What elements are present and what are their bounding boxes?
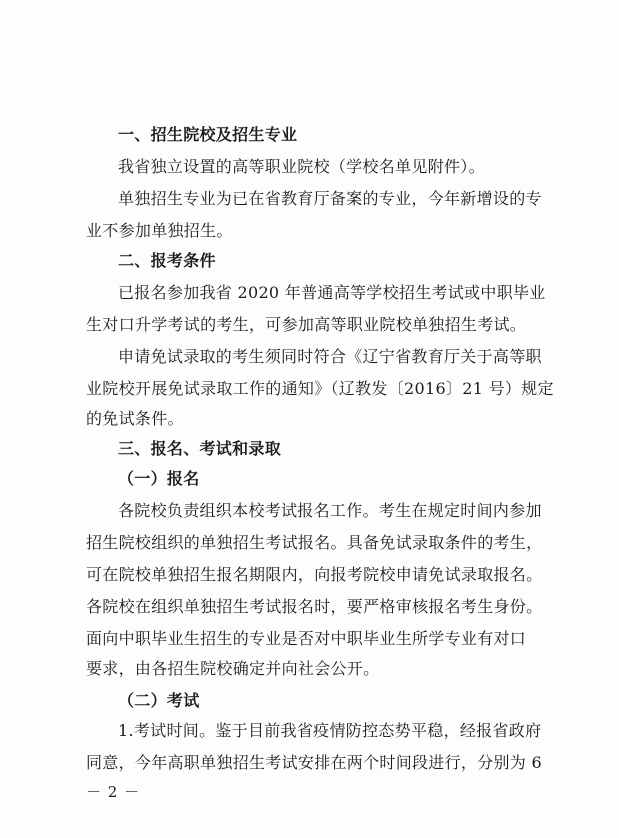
section-heading-3: 三、报名、考试和录取 [118, 439, 282, 458]
paragraph-line: 各院校在组织单独招生考试报名时，要严格审核报名考生身份。 [86, 597, 543, 616]
section-heading-1: 一、招生院校及招生专业 [118, 125, 298, 144]
section-heading-2: 二、报考条件 [118, 251, 216, 270]
paragraph-line: 1.考试时间。鉴于目前我省疫情防控态势平稳，经报省政府 [118, 721, 542, 740]
paragraph-line: 各院校负责组织本校考试报名工作。考生在规定时间内参加 [118, 501, 542, 520]
paragraph-line: 要求，由各招生院校确定并向社会公开。 [86, 659, 380, 678]
subsection-heading-registration: （一）报名 [118, 469, 200, 488]
paragraph-line: 可在院校单独招生报名期限内，向报考院校申请免试录取报名。 [86, 565, 543, 584]
paragraph-line: 同意，今年高职单独招生考试安排在两个时间段进行，分别为 6 [86, 753, 542, 772]
page-number: － 2 － [86, 783, 141, 801]
paragraph-line: 已报名参加我省 2020 年普通高等学校招生考试或中职毕业 [118, 283, 546, 302]
paragraph-line: 的免试条件。 [86, 409, 184, 428]
paragraph-line: 单独招生专业为已在省教育厅备案的专业，今年新增设的专 [118, 189, 542, 208]
paragraph-line: 我省独立设置的高等职业院校（学校名单见附件）。 [118, 157, 485, 176]
paragraph-line: 业院校开展免试录取工作的通知》（辽教发〔2016〕21 号）规定 [86, 379, 554, 398]
paragraph-line: 面向中职毕业生招生的专业是否对中职毕业生所学专业有对口 [86, 629, 527, 648]
paragraph-line: 业不参加单独招生。 [86, 221, 233, 240]
subsection-heading-exam: （二）考试 [118, 691, 200, 710]
paragraph-line: 招生院校组织的单独招生考试报名。具备免试录取条件的考生， [86, 533, 543, 552]
paragraph-line: 申请免试录取的考生须同时符合《辽宁省教育厅关于高等职 [118, 347, 542, 366]
paragraph-line: 生对口升学考试的考生，可参加高等职业院校单独招生考试。 [86, 315, 527, 334]
